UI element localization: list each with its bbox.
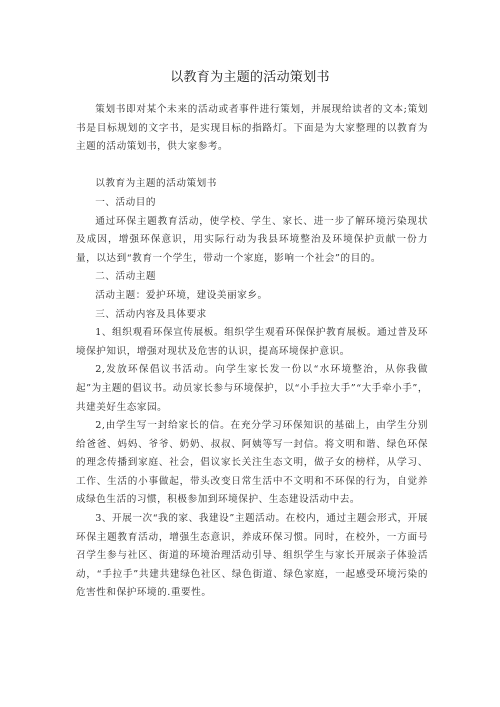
section-heading-theme: 二、活动主题 [95,271,157,283]
purpose-paragraph: 通过环保主题教育活动，使学校、学生、家长、进一步了解环境污染现状及成因，增强环保意识，用实际行动为我县环境整治及环境保护贡献一份力量，以达到“教育一个学生，带动一个家庭，影响一个社会”的目的。 [76,215,428,264]
subtitle-paragraph: 以教育为主题的活动策划书 [95,178,217,190]
document-body [76,101,428,603]
section-heading-purpose: 一、活动目的 [95,196,157,208]
document-title: 以教育为主题的活动策划书 [170,70,330,85]
theme-paragraph: 活动主题：爱护环境，建设美丽家乡。 [95,289,268,301]
content-item-2: 2,发放环保倡议书活动。向学生家长发一份以“水环境整治，从你我做起”为主题的倡议书。动员家长参与环境保护，以“小手拉大手”“大手牵小手”，共建美好生态家园。 [76,364,428,413]
content-item-3: 2,由学生写一封给家长的信。在充分学习环保知识的基础上，由学生分别给爸爸、妈妈、爷爷、奶奶、叔叔、阿姨等写一封信。将文明和谐、绿色环保的理念传播到家庭、社会，倡议家长关注生态文明，做子女的榜样，从学习、工作、生活的小事做起，带头改变日常生活中不文明和不环保的行为，自觉养成绿色生活的习惯，积极参加到环境保护、生态建设活动中去。 [76,420,428,506]
content-item-4: 3、开展一次“我的家、我建设”主题活动。在校内，通过主题会形式，开展环保主题教育活动，增强生态意识，养成环保习惯。同时，在校外，一方面号召学生参与社区、街道的环境治理活动引导、组织学生与家长开展亲子体验活动，“手拉手”共建共建绿色社区、绿色街道、绿色家庭，一起感受环境污染的危害性和保护环境的.重要性。 [76,513,428,599]
content-item-1: 1、组织观看环保宣传展板。组织学生观看环保保护教育展板。通过普及环境保护知识，增强对现状及危害的认识，提高环境保护意识。 [76,327,428,357]
section-heading-content: 三、活动内容及具体要求 [95,308,207,320]
intro-paragraph: 策划书即对某个未来的活动或者事件进行策划，并展现给读者的文本;策划书是目标规划的文字书，是实现目标的指路灯。下面是为大家整理的以教育为主题的活动策划书，供大家参考。 [76,104,428,153]
